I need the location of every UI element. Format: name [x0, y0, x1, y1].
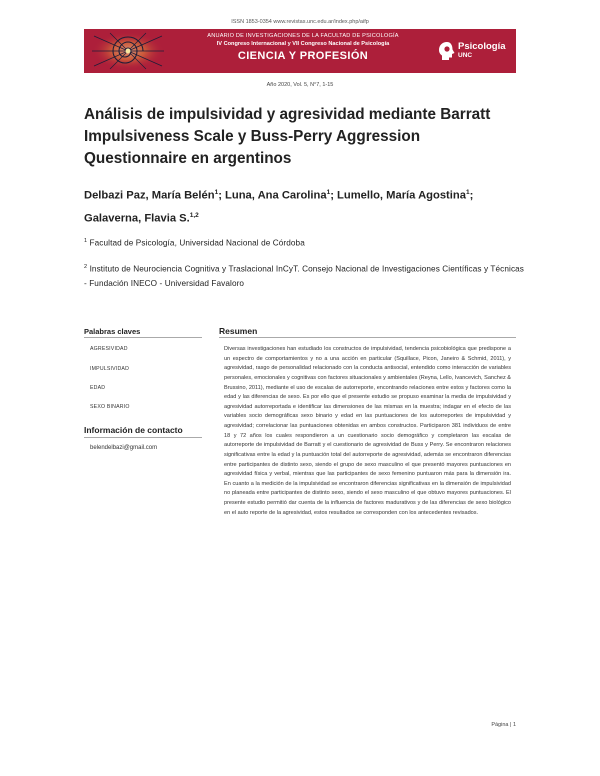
- affiliation-text: Facultad de Psicología, Universidad Nacional de Córdoba: [89, 238, 305, 248]
- citation-line: Año 2020, Vol. 5, N°7, 1-15: [266, 82, 334, 88]
- author-separator: ;: [469, 189, 474, 202]
- contact-heading: Información de contacto: [84, 425, 183, 435]
- congress-banner: [84, 29, 516, 73]
- issn-line: ISSN 1853-0354 www.revistas.unc.edu.ar/index.php/aifp: [231, 19, 369, 25]
- contact-divider: [84, 437, 202, 438]
- head-profile-icon: [438, 41, 456, 61]
- author-affiliation-marker: 1: [214, 189, 219, 196]
- keyword-item: AGRESIVIDAD: [90, 346, 128, 352]
- keyword-item: SEXO BINARIO: [90, 404, 130, 410]
- author-list: [84, 183, 524, 228]
- banner-line-2: IV Congreso Internacional y VII Congreso Nacional de Psicología: [216, 41, 390, 47]
- abstract-divider: [219, 337, 516, 338]
- spiral-artwork: [90, 32, 166, 70]
- author-name: Delbazi Paz, María Belén: [84, 189, 215, 202]
- author-separator: ;: [218, 189, 226, 202]
- banner-line-3: CIENCIA Y PROFESIÓN: [237, 50, 369, 62]
- banner-line-1: ANUARIO DE INVESTIGACIONES DE LA FACULTAD DE PSICOLOGÍA: [207, 33, 399, 39]
- affiliation-2: [84, 260, 524, 291]
- affiliation-1: [84, 234, 524, 251]
- author-affiliation-marker: 1: [326, 189, 331, 196]
- logo-brand-text: Psicología: [458, 41, 506, 52]
- keywords-divider: [84, 337, 202, 338]
- abstract-body: Diversas investigaciones han estudiado los constructos de impulsividad, tendencia psicobiológica que predispone a un espectro de comportamientos y no a una acción en particular (Squillace, Picon, Janeiro & Schmid, 2011), y agresividad, rasgo de personalidad relacionado con la conducta antisocial, entendido como interacción de variables personales, emocionales y cognitivas con factores situacionales y ambientales (Reyna, Lello, Ivancevich, Sanchez & Brussino, 2011), mediante el uso de escalas de autorreporte, encontrando relaciones entre estos y factores como la edad y las diferencias de sexo. Es por ello que el presente estudio se propuso examinar la media de impulsividad y agresividad autorreportada e identificar las dimensiones de las mismas en la muestra; indagar en el efecto de las variables socio demográficas sexo binario y edad en las puntuaciones de los autorreportes de impulsividad y agresividad; correlacionar las puntuaciones obtenidas en ambos constructos. Participaron 381 individuos de entre 18 y 72 años los cuales respondieron a un cuestionario socio demográfico y completaron las escalas de autorreporte de impulsividad de Barratt y el cuestionario de agresividad de Buss y Perry. Se encontraron relaciones significativas entre la edad y la puntuación total del autorreporte de agresividad, además se encontraron diferencias entre participantes de distinto sexo, siendo el grupo de sexo masculino el que presentó mayores puntuaciones en agresividad física y verbal, mientras que las participantes de sexo femenino puntuaron más para la dimensión ira. En cuanto a la medición de la impulsividad se encontraron diferencias significativas en la dimensión de impulsividad no planeada entre participantes de distinto sexo, siendo el sexo masculino el que obtuvo mayores puntuaciones. El presente estudio permitió dar cuenta de la influencia de factores madurativos y de las diferencias de sexo biológico en el auto reporte de la agresividad, estos resultados se corresponden con los antecedentes revisados.: [224, 346, 511, 516]
- author-affiliation-marker: 1,2: [189, 211, 199, 219]
- keywords-heading: Palabras claves: [84, 327, 141, 336]
- author-name: Lumello, María Agostina: [337, 189, 466, 202]
- author-name: Galaverna, Flavia S.: [84, 212, 190, 225]
- keyword-item: EDAD: [90, 385, 106, 391]
- affiliation-marker: 1: [84, 238, 88, 244]
- affiliation-text: Instituto de Neurociencia Cognitiva y Traslacional InCyT. Consejo Nacional de Investigaciones Científicas y Técnicas - Fundación INECO - Universidad Favaloro: [84, 264, 524, 288]
- contact-email[interactable]: belendelbazi@gmail.com: [90, 445, 158, 451]
- article-title: Análisis de impulsividad y agresividad mediante Barratt Impulsiveness Scale y Buss-Perry Aggression Questionnaire en argentinos: [84, 106, 491, 167]
- author-name: Luna, Ana Carolina: [225, 189, 327, 202]
- psicologia-unc-logo: [438, 39, 512, 63]
- author-affiliation-marker: 1: [465, 189, 470, 196]
- logo-unc-text: UNC: [458, 52, 473, 59]
- abstract-heading: Resumen: [219, 326, 258, 336]
- banner-text: [170, 32, 436, 64]
- author-separator: ;: [330, 189, 338, 202]
- affiliation-marker: 2: [84, 264, 88, 270]
- keyword-item: IMPULSIVIDAD: [90, 366, 130, 372]
- page-number: Página | 1: [491, 722, 516, 728]
